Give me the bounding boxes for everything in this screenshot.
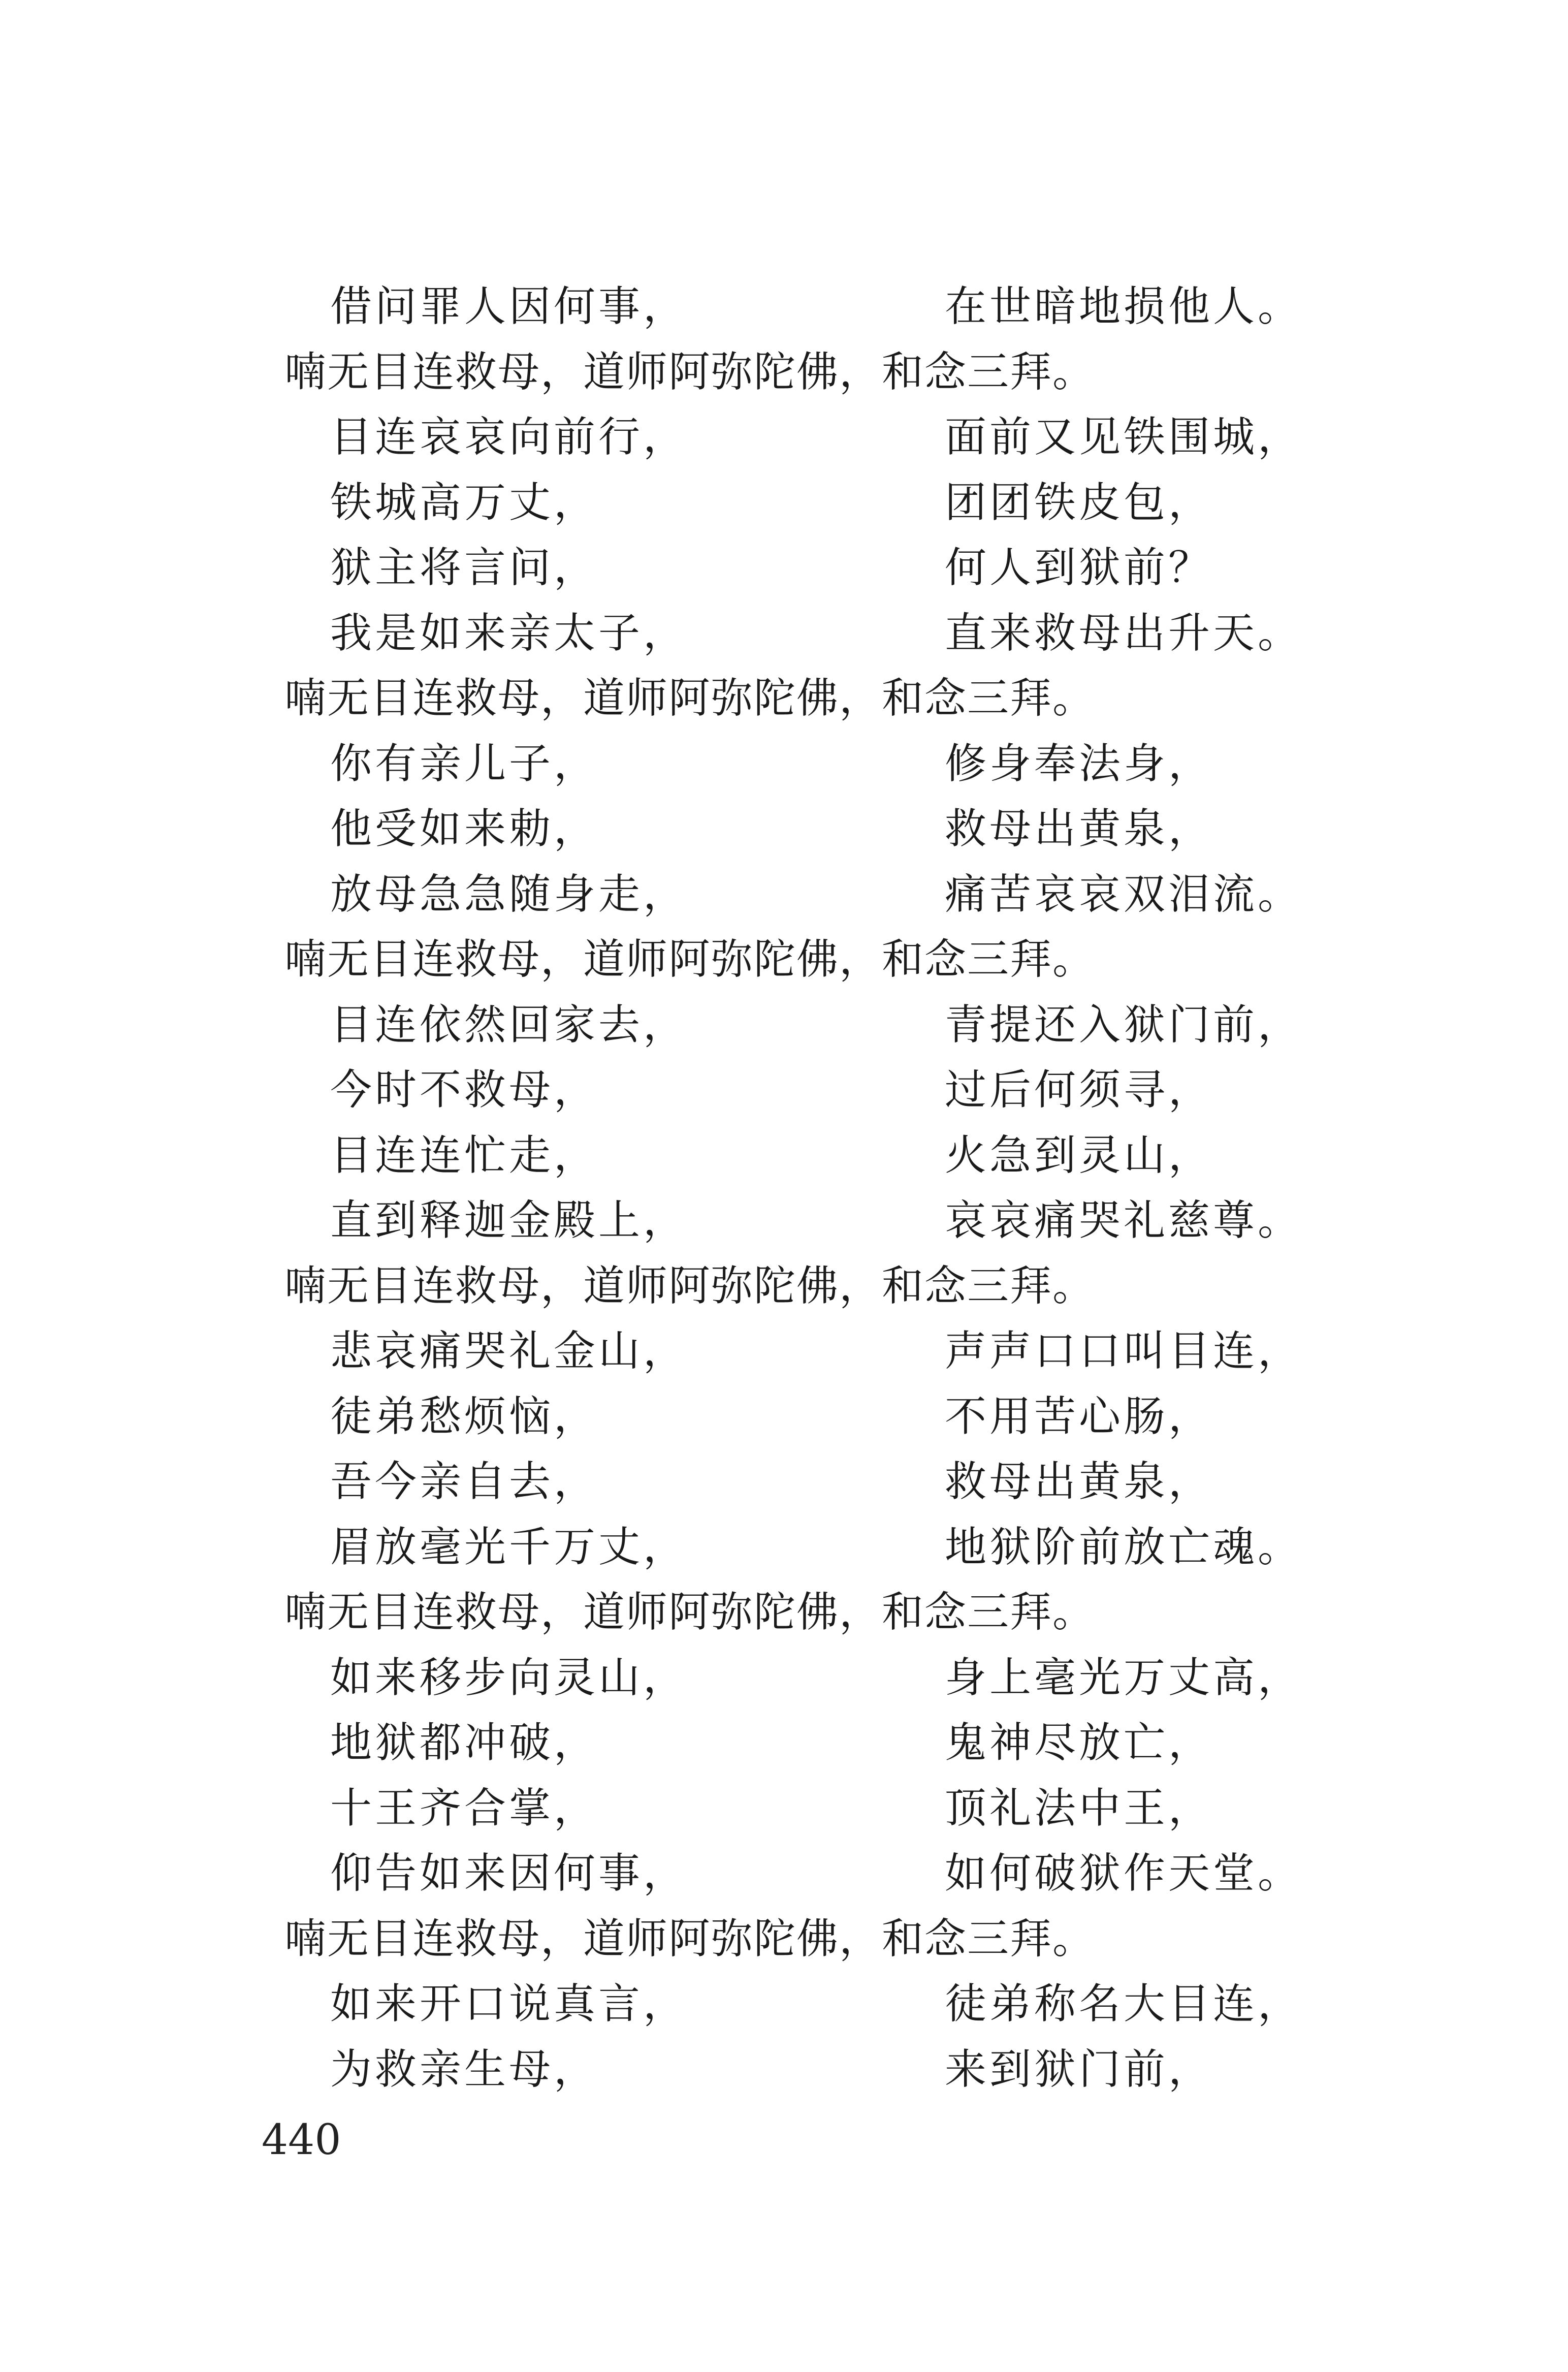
verse-line	[284, 1319, 1303, 1384]
verse-line	[284, 1841, 1303, 1907]
verse-line	[284, 274, 1303, 340]
verse-line	[284, 2037, 1300, 2103]
verse-left: 吾今亲自去，	[330, 1458, 599, 1506]
verse-right: 团团铁皮包，	[945, 478, 1213, 527]
verse-right: 过后何须寻，	[945, 1066, 1213, 1114]
verse-right: 不用苦心肠，	[945, 1392, 1213, 1441]
verse-line	[284, 535, 1300, 601]
verse-left: 地狱都冲破，	[330, 1719, 599, 1767]
verse-right: 何人到狱前？	[945, 544, 1213, 592]
verse-right: 徒弟称名大目连，	[945, 1980, 1303, 2028]
verse-left: 悲哀痛哭礼金山，	[330, 1327, 688, 1375]
refrain-text: 喃无目连救母，道师阿弥陀佛，和念三拜。	[284, 1261, 1096, 1310]
refrain-line	[284, 1254, 1300, 1319]
verse-right: 来到狱门前，	[945, 2045, 1213, 2094]
verse-line	[284, 470, 1300, 536]
verse-right: 顶礼法中王，	[945, 1784, 1213, 1832]
verse-left: 今时不救母，	[330, 1066, 599, 1114]
refrain-line	[284, 1907, 1300, 1972]
text-block	[284, 274, 1303, 2102]
refrain-line	[284, 1580, 1300, 1646]
verse-left: 借问罪人因何事，	[330, 282, 688, 331]
refrain-text: 喃无目连救母，道师阿弥陀佛，和念三拜。	[284, 1914, 1096, 1963]
verse-left: 目连哀哀向前行，	[330, 413, 688, 461]
verse-right: 地狱阶前放亡魂。	[945, 1523, 1303, 1571]
verse-line	[284, 1188, 1303, 1254]
verse-right: 青提还入狱门前，	[945, 1000, 1303, 1049]
verse-line	[284, 1123, 1300, 1189]
verse-right: 修身奉法身，	[945, 739, 1213, 788]
verse-left: 目连依然回家去，	[330, 1000, 688, 1049]
verse-right: 面前又见铁围城，	[945, 413, 1303, 461]
verse-left: 我是如来亲太子，	[330, 609, 688, 657]
verse-line	[284, 601, 1303, 667]
verse-line	[284, 797, 1300, 862]
verse-line	[284, 1515, 1303, 1580]
verse-right: 在世暗地损他人。	[945, 282, 1303, 331]
verse-line	[284, 1711, 1300, 1776]
verse-line	[284, 1449, 1300, 1515]
verse-right: 直来救母出升天。	[945, 609, 1303, 657]
verse-left: 如来开口说真言，	[330, 1980, 688, 2028]
page-number: 440	[262, 2116, 341, 2164]
verse-left: 眉放毫光千万丈，	[330, 1523, 688, 1571]
verse-left: 狱主将言问，	[330, 544, 599, 592]
verse-right: 如何破狱作天堂。	[945, 1849, 1303, 1897]
verse-left: 你有亲儿子，	[330, 739, 599, 788]
refrain-text: 喃无目连救母，道师阿弥陀佛，和念三拜。	[284, 674, 1096, 722]
verse-right: 声声口口叫目连，	[945, 1327, 1303, 1375]
refrain-text: 喃无目连救母，道师阿弥陀佛，和念三拜。	[284, 935, 1096, 984]
verse-left: 如来移步向灵山，	[330, 1653, 688, 1702]
verse-line	[284, 1646, 1303, 1711]
verse-right: 鬼神尽放亡，	[945, 1719, 1213, 1767]
verse-line	[284, 993, 1303, 1058]
refrain-line	[284, 666, 1300, 732]
verse-left: 为救亲生母，	[330, 2045, 599, 2094]
verse-left: 直到释迦金殿上，	[330, 1196, 688, 1245]
verse-right: 救母出黄泉，	[945, 1458, 1213, 1506]
refrain-text: 喃无目连救母，道师阿弥陀佛，和念三拜。	[284, 347, 1096, 396]
verse-line	[284, 405, 1303, 470]
verse-left: 铁城高万丈，	[330, 478, 599, 527]
refrain-text: 喃无目连救母，道师阿弥陀佛，和念三拜。	[284, 1588, 1096, 1636]
verse-left: 十王齐合掌，	[330, 1784, 599, 1832]
verse-right: 救母出黄泉，	[945, 805, 1213, 853]
verse-left: 徒弟愁烦恼，	[330, 1392, 599, 1441]
verse-line	[284, 862, 1303, 928]
refrain-line	[284, 340, 1300, 405]
refrain-line	[284, 927, 1300, 993]
verse-line	[284, 1384, 1300, 1450]
verse-line	[284, 1972, 1303, 2037]
verse-right: 哀哀痛哭礼慈尊。	[945, 1196, 1303, 1245]
verse-right: 身上毫光万丈高，	[945, 1653, 1303, 1702]
verse-left: 放母急急随身走，	[330, 870, 688, 919]
verse-line	[284, 732, 1300, 797]
verse-left: 他受如来勅，	[330, 805, 599, 853]
verse-left: 仰告如来因何事，	[330, 1849, 688, 1897]
verse-left: 目连连忙走，	[330, 1131, 599, 1180]
verse-line	[284, 1058, 1300, 1123]
verse-right: 痛苦哀哀双泪流。	[945, 870, 1303, 919]
verse-right: 火急到灵山，	[945, 1131, 1213, 1180]
verse-line	[284, 1776, 1300, 1842]
